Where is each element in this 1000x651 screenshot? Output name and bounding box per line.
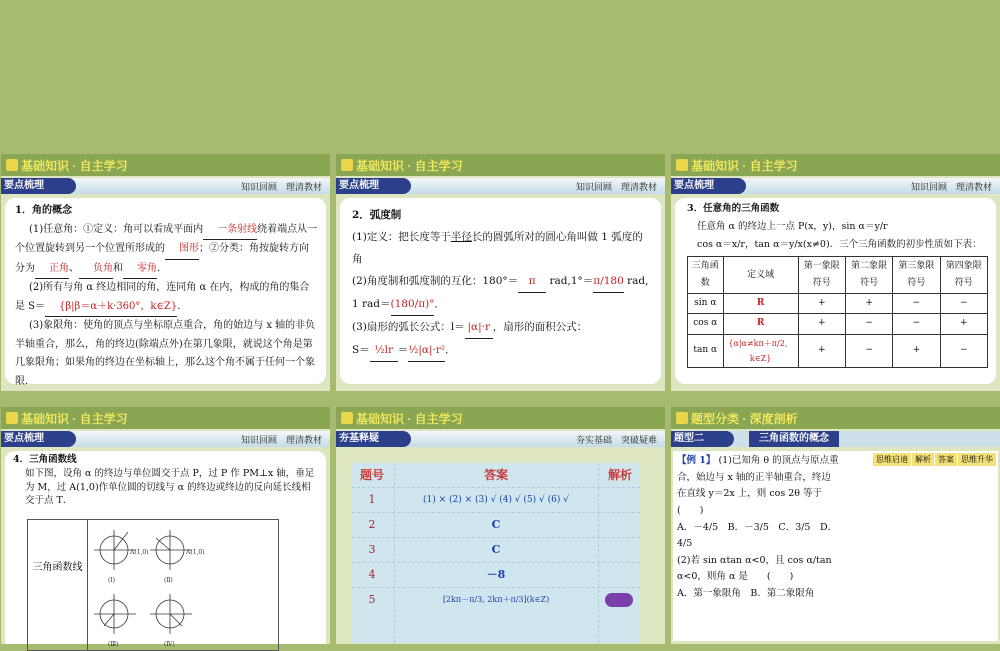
slide-header: 题型分类 · 深度剖析 (671, 407, 1000, 429)
header-icon (341, 412, 353, 424)
section-bar: 要点梳理 知识回顾 理清教材 (336, 178, 665, 194)
table-row[interactable]: 1 (1) × (2) × (3) √ (4) √ (5) √ (6) √ (352, 487, 640, 512)
content-card (673, 451, 998, 641)
para-3: (3)扇形的弧长公式：l＝ |α|·r ，扇形的面积公式： S＝ ½lr ＝½|α|·r²． (352, 316, 653, 362)
tab-answer[interactable]: 答案 (935, 453, 957, 466)
table-row: cos α R + − − + (688, 314, 988, 334)
table-row: tan α {α|α≠kπ＋π/2，k∈Z} + − + − (688, 334, 988, 367)
th-q4: 第四象限符号 (940, 257, 987, 294)
slide-1[interactable] (1, 154, 330, 391)
svg-text:A(1,0): A(1,0) (130, 549, 149, 556)
slide-header: 基础知识 · 自主学习 (1, 154, 330, 176)
svg-text:(Ⅳ): (Ⅳ) (164, 641, 175, 648)
header-icon (676, 159, 688, 171)
trig-sign-table (687, 256, 988, 368)
header-icon (6, 159, 18, 171)
table-row[interactable]: 2 C (352, 512, 640, 537)
content-card (675, 198, 996, 384)
section-title: 4．三角函数线 (13, 454, 77, 465)
question-2: (2)若 sin αtan α<0，且 cos α/tan α<0，则角 α 是 ( ) (677, 554, 832, 583)
section-bar: 题型二 三角函数的概念 (671, 431, 1000, 447)
answer-table (352, 463, 640, 643)
para-1: (1)定义：把长度等于半径长的圆弧所对的圆心角叫做 1 弧度的角 (352, 231, 643, 266)
tab-bar (873, 453, 996, 466)
para-3: (3)象限角：使角的顶点与坐标原点重合，角的始边与 x 轴的非负半轴重合，那么，角的终边(除端点外)在第几象限，就说这个角是第几象限角；如果角的终边在坐标轴上，那么这个角不属于任何一个象限． (15, 320, 316, 387)
para-1: 如下图，设角 α 的终边与单位圆交于点 P，过 P 作 PM⊥x 轴，垂足为 M，过 A(1,0)作单位圆的切线与 α 的终边或终边的反向延长线相交于点 T． (25, 467, 315, 507)
svg-text:(Ⅰ): (Ⅰ) (108, 577, 116, 584)
slide-2[interactable] (336, 154, 665, 391)
tab-summary[interactable]: 思维升华 (958, 453, 996, 466)
th-function: 三角函数 (688, 257, 724, 294)
section-title: 2．弧度制 (352, 209, 402, 221)
section-title: 1．角的概念 (15, 205, 72, 216)
tab-analysis[interactable]: 解析 (912, 453, 934, 466)
question-1-options: A．－4/5 B．－3/5 C．3/5 D．4/5 (677, 521, 838, 550)
slide-4[interactable] (1, 407, 330, 648)
unit-circle-figures (92, 522, 276, 648)
section-bar: 要点梳理 知识回顾 理清教材 (1, 431, 330, 447)
section-bar: 要点梳理 知识回顾 理清教材 (1, 178, 330, 194)
slide-5[interactable] (336, 407, 665, 644)
question-1: (1)已知角 θ 的顶点与原点重合，始边与 x 轴的正半轴重合，终边在直线 y＝2x 上，则 cos 2θ 等于 ( ) (677, 455, 842, 516)
slide-3[interactable] (671, 154, 1000, 391)
para-1: (1)任意角：①定义：角可以看成平面内 一条射线绕着端点从一个位置旋转到另一个位置所形成的 图形；②分类：角按旋转方向分为 正角、 负角和 零角． (15, 221, 318, 280)
header-icon (341, 159, 353, 171)
section-title: 3．任意角的三角函数 (687, 203, 780, 214)
trig-lines-box (27, 519, 279, 651)
th-q1: 第一象限符号 (798, 257, 845, 294)
para-2: (2)角度制和弧度制的互化：180°＝ π rad,1°＝π/180 rad, 1 rad＝(180/π)°． (352, 270, 653, 316)
slide-header: 基础知识 · 自主学习 (336, 154, 665, 176)
table-row: sin α R + + − − (688, 294, 988, 314)
table-row[interactable]: 4 －8 (352, 562, 640, 587)
svg-text:(Ⅲ): (Ⅲ) (108, 641, 119, 648)
tab-think[interactable]: 思维启迪 (873, 453, 911, 466)
th-q3: 第三象限符号 (893, 257, 940, 294)
th-q2: 第二象限符号 (845, 257, 892, 294)
content-card (340, 198, 661, 384)
table-row[interactable]: 5 [2kπ－π/3, 2kπ＋π/3](k∈Z) (352, 587, 640, 612)
slide-header: 基础知识 · 自主学习 (336, 407, 665, 429)
table-row[interactable]: 3 C (352, 537, 640, 562)
header-icon (676, 412, 688, 424)
question-2-options: A．第一象限角 B．第二象限角 (677, 588, 815, 599)
section-bar: 夯基释疑 夯实基础 突破疑难 (336, 431, 665, 447)
trig-lines-label: 三角函数线 (28, 520, 88, 650)
th-domain: 定义域 (723, 257, 798, 294)
svg-text:(Ⅱ): (Ⅱ) (164, 577, 173, 584)
section-bar: 要点梳理 知识回顾 理清教材 (671, 178, 1000, 194)
answer-table-header: 题号 答案 解析 (359, 468, 632, 482)
content-card (5, 198, 326, 387)
slide-header: 基础知识 · 自主学习 (671, 154, 1000, 176)
header-icon (6, 412, 18, 424)
svg-text:A(1,0): A(1,0) (186, 549, 205, 556)
para-1: 任意角 α 的终边上一点 P(x，y)，sin α＝y/r (697, 221, 888, 233)
slide-6[interactable] (671, 407, 1000, 644)
para-2: (2)所有与角 α 终边相同的角，连同角 α 在内，构成的角的集合是 S＝ {β|β＝α＋k·360°，k∈Z}． (15, 279, 318, 317)
para-2: cos α＝x/r，tan α＝y/x(x≠0)．三个三角函数的初步性质如下表： (697, 239, 982, 251)
content-card (5, 451, 326, 648)
explain-button[interactable] (605, 593, 633, 607)
example-label: 【例 1】 (677, 455, 716, 466)
slide-header: 基础知识 · 自主学习 (1, 407, 330, 429)
